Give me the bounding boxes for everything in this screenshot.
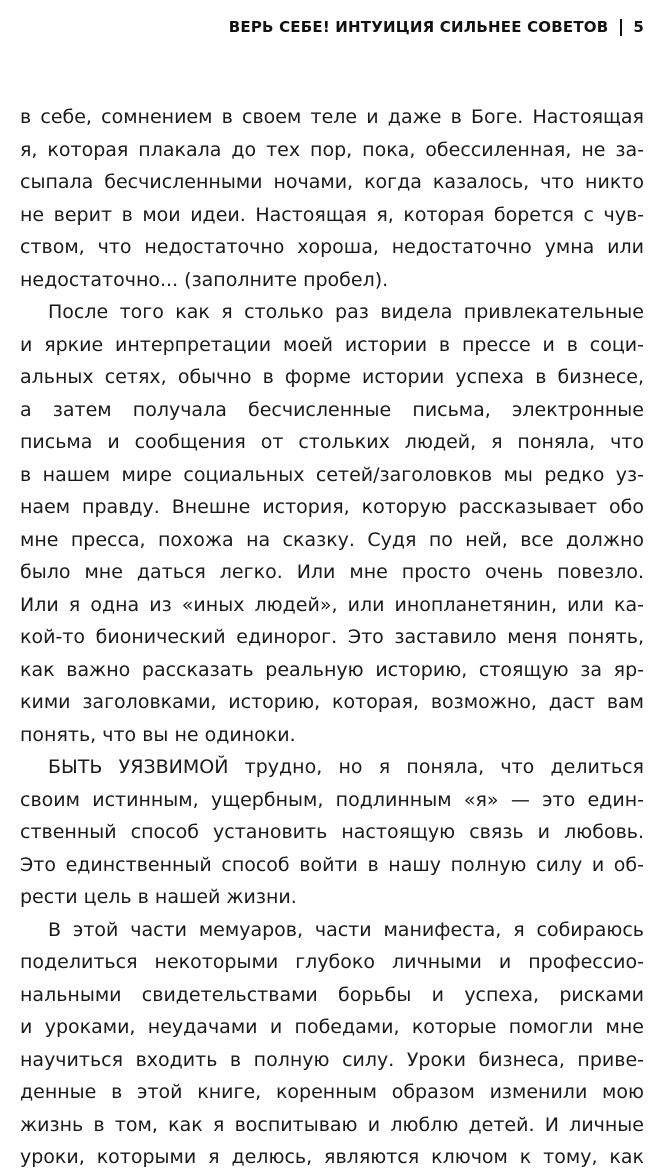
text-line: альных сетях, обычно в форме истории успеха в бизнесе, <box>20 366 644 388</box>
text-line: в нашем мире социальных сетей/заголовков мы редко уз- <box>20 463 644 486</box>
text-line: своим истинным, ущербным, подлинным «я» — это един- <box>20 788 644 811</box>
text-line: После того как я столько раз видела привлекательные <box>48 301 644 323</box>
text-line: ством, что недостаточно хороша, недостаточно умна или <box>20 236 644 258</box>
text-line: денные в этой книге, коренным образом изменили мою <box>20 1081 644 1103</box>
text-line: поделиться некоторыми глубоко личными и профессио- <box>20 951 644 973</box>
text-line: рести цель в нашей жизни. <box>20 886 297 908</box>
text-line: было мне даться легко. Или мне просто очень повезло. <box>20 561 644 583</box>
text-line: как важно рассказать реальную историю, стоящую за яр- <box>20 658 644 681</box>
text-line: понять, что вы не одиноки. <box>20 723 296 746</box>
text-line: Это единственный способ войти в нашу полную силу и об- <box>20 853 644 876</box>
running-head-title: ВЕРЬ СЕБЕ! ИНТУИЦИЯ СИЛЬНЕЕ СОВЕТОВ <box>228 18 609 36</box>
text-line: жизнь в том, как я воспитываю и люблю детей. И личные <box>20 1113 644 1136</box>
running-head <box>20 14 644 40</box>
text-line: Или я одна из «иных людей», или инопланетянин, или ка- <box>20 593 644 616</box>
text-line: не верит в мои идеи. Настоящая я, которая борется с чув- <box>20 203 644 226</box>
text-line: научиться входить в полную силу. Уроки бизнеса, приве- <box>20 1048 644 1071</box>
text-line: и уроками, неудачами и победами, которые помогли мне <box>20 1016 644 1038</box>
body-text <box>20 101 644 1174</box>
page-number: 5 <box>633 18 644 36</box>
text-line: кими заголовками, историю, которая, возможно, даст вам <box>20 691 644 713</box>
text-line: недостаточно... (заполните пробел). <box>20 268 389 291</box>
text-line: я, которая плакала до тех пор, пока, обессиленная, не за- <box>20 138 644 161</box>
text-line: В этой части мемуаров, части манифеста, я собираюсь <box>48 918 644 941</box>
text-line: письма и сообщения от стольких людей, я поняла, что <box>20 431 644 453</box>
running-head-separator <box>620 19 622 36</box>
text-line: сыпала бесчисленными ночами, когда казалось, что никто <box>20 171 644 193</box>
text-line: и яркие интерпретации моей истории в прессе и в соци- <box>20 333 644 356</box>
text-line: ственный способ установить настоящую связь и любовь. <box>20 821 644 843</box>
text-line: кой-то бионический единорог. Это заставило меня понять, <box>20 626 644 648</box>
text-line: в себе, сомнением в своем теле и даже в Боге. Настоящая <box>20 106 644 128</box>
text-line: наем правду. Внешне история, которую рассказывает обо <box>20 496 644 518</box>
text-line: уроки, которыми я делюсь, являются ключом к тому, как <box>20 1146 644 1168</box>
text-line: БЫТЬ УЯЗВИМОЙ трудно, но я поняла, что делиться <box>48 756 644 778</box>
text-line: мне пресса, похожа на сказку. Судя по ней, все должно <box>20 528 644 551</box>
text-line: нальными свидетельствами борьбы и успеха, рисками <box>20 983 644 1006</box>
text-line: а затем получала бесчисленные письма, электронные <box>20 398 644 421</box>
